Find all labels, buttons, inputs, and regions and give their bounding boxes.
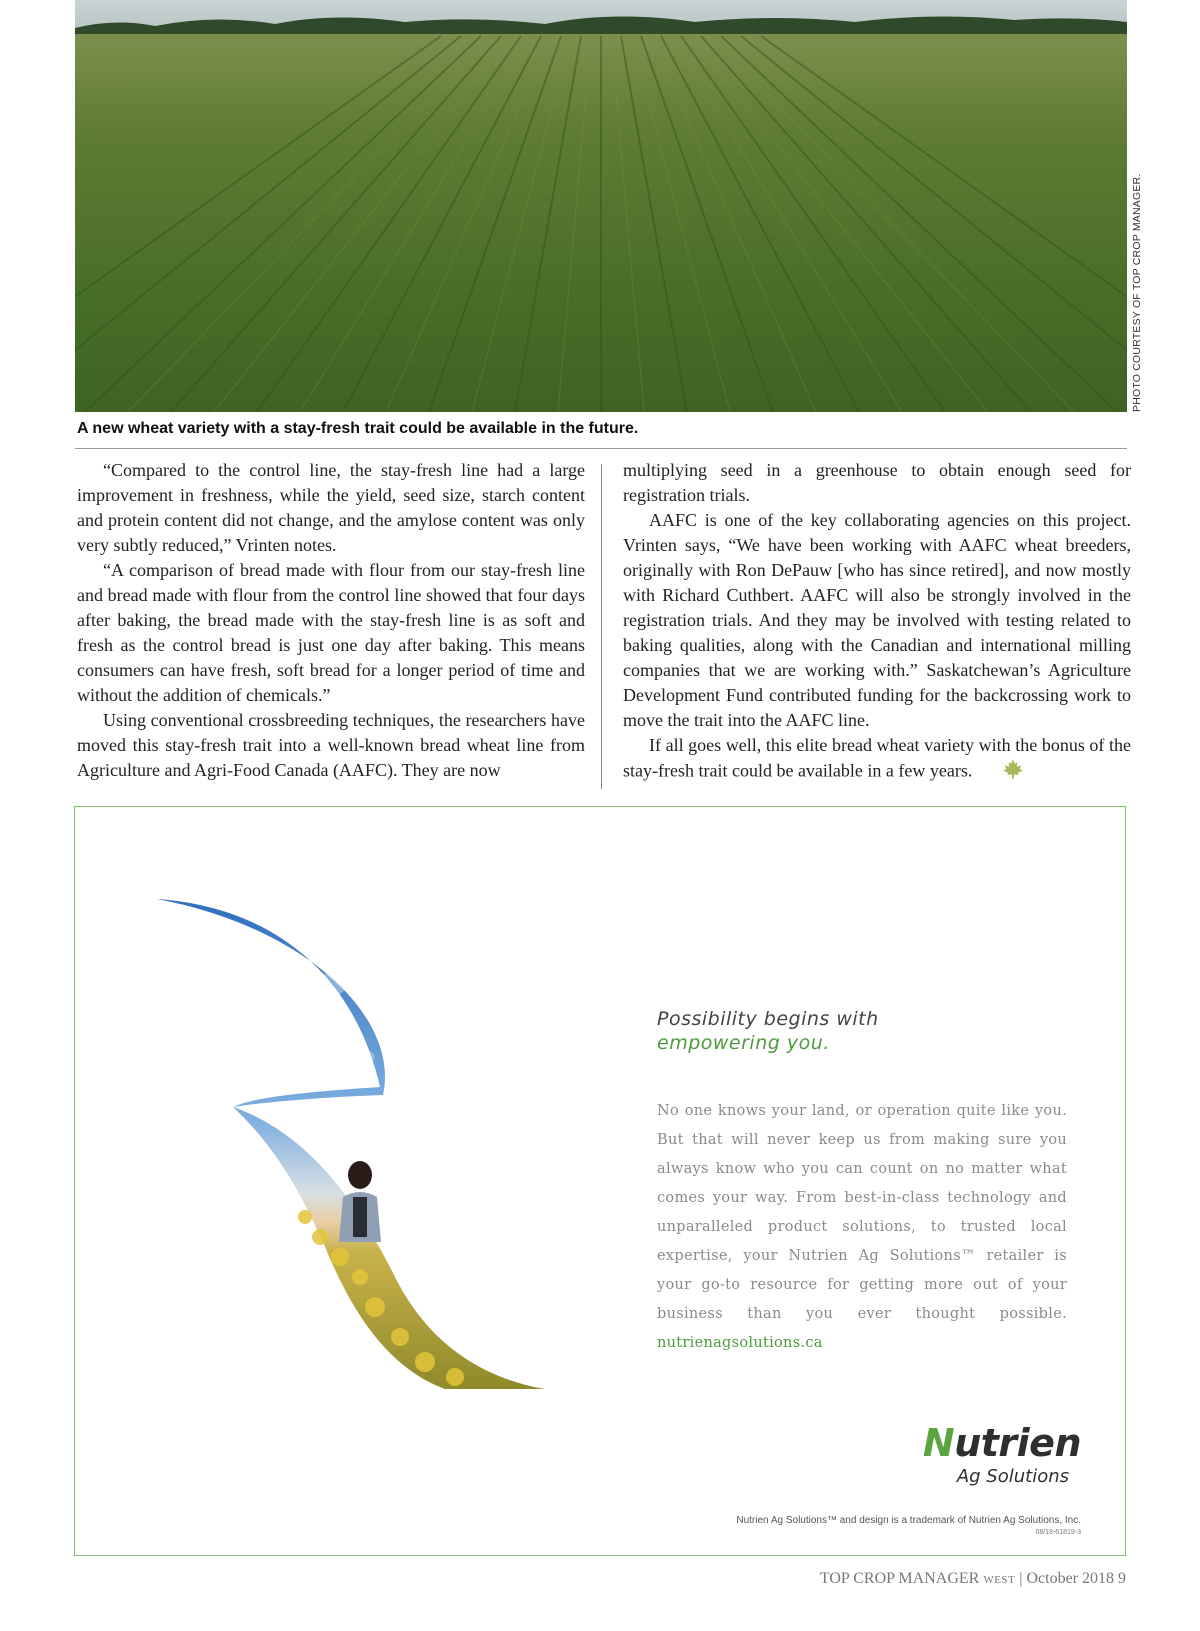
article-paragraph-text: If all goes well, this elite bread wheat variety with the bonus of the stay-fresh trait could be available in a few years.: [623, 735, 1131, 781]
article-paragraph: [623, 733, 1131, 787]
maple-leaf-icon: [976, 758, 1024, 787]
ad-body-text: [657, 1097, 1067, 1358]
footer-issue: October 2018: [1026, 1570, 1114, 1587]
wheat-field-photo: [75, 0, 1127, 412]
photo-credit: PHOTO COURTESY OF TOP CROP MANAGER.: [1131, 173, 1143, 412]
caption-divider: [75, 448, 1127, 449]
footer-page-number: 9: [1118, 1570, 1126, 1587]
article-paragraph: multiplying seed in a greenhouse to obtain enough seed for registration trials.: [623, 460, 1131, 505]
footer-publication: TOP CROP MANAGER: [819, 1570, 980, 1587]
nutrien-logo-rest: utrien: [954, 1421, 1081, 1465]
footer-edition: WEST: [983, 1574, 1016, 1586]
footer-separator: |: [1019, 1570, 1023, 1587]
nutrien-website-link[interactable]: nutrienagsolutions.ca: [657, 1335, 823, 1351]
ad-headline-line2: empowering you.: [657, 1032, 830, 1054]
ad-headline: [657, 1007, 879, 1055]
nutrien-logo: [923, 1421, 1081, 1465]
article-left-column: [77, 458, 585, 783]
nutrien-logo-n: N: [922, 1421, 955, 1465]
ad-body-copy: No one knows your land, or operation quite like you. But that will never keep us from making sure you always know who you can count on no matter what comes your way. From best-in-class technology and unparalleled product solutions, to trusted local expertise, your Nutrien Ag Solutions™ retailer is your go-to resource for getting more out of your business than you ever thought possible.: [657, 1103, 1067, 1322]
article-right-column: [623, 458, 1131, 787]
ad-code: 08/18-61819-3: [1035, 1529, 1081, 1536]
ad-wing-image: [155, 897, 555, 1397]
article-paragraph: “Compared to the control line, the stay-fresh line had a large improvement in freshness, while the yield, seed size, starch content and protein content did not change, and the amylose content was only very subtly reduced,” Vrinten notes.: [77, 460, 585, 555]
photo-caption: A new wheat variety with a stay-fresh trait could be available in the future.: [77, 420, 639, 437]
nutrien-logo-subtitle: Ag Solutions: [956, 1466, 1069, 1487]
ad-trademark-notice: Nutrien Ag Solutions™ and design is a trademark of Nutrien Ag Solutions, Inc.: [736, 1515, 1081, 1526]
article-paragraph: “A comparison of bread made with flour from our stay-fresh line and bread made with flour from the control line showed that four days after baking, the bread made with the stay-fresh line is as soft and fresh as the control bread is just one day after baking. This means consumers can have fresh, soft bread for a longer period of time and without the addition of chemicals.”: [77, 560, 585, 705]
ad-headline-line1: Possibility begins with: [657, 1008, 879, 1030]
nutrien-advertisement: [74, 806, 1126, 1556]
article-paragraph: Using conventional crossbreeding techniques, the researchers have moved this stay-fresh trait into a well-known bread wheat line from Agriculture and Agri-Food Canada (AAFC). They are now: [77, 710, 585, 780]
column-divider: [601, 464, 602, 789]
page-footer: [820, 1570, 1126, 1588]
article-paragraph: AAFC is one of the key collaborating agencies on this project. Vrinten says, “We have been working with AAFC wheat breeders, originally with Ron DePauw [who has since retired], and now mostly with Richard Cuthbert. AAFC will also be strongly involved in the registration trials. And they may be involved with testing related to baking qualities, along with the Canadian and international milling companies that we are working with.” Saskatchewan’s Agriculture Development Fund contributed funding for the backcrossing work to move the trait into the AAFC line.: [623, 510, 1131, 730]
